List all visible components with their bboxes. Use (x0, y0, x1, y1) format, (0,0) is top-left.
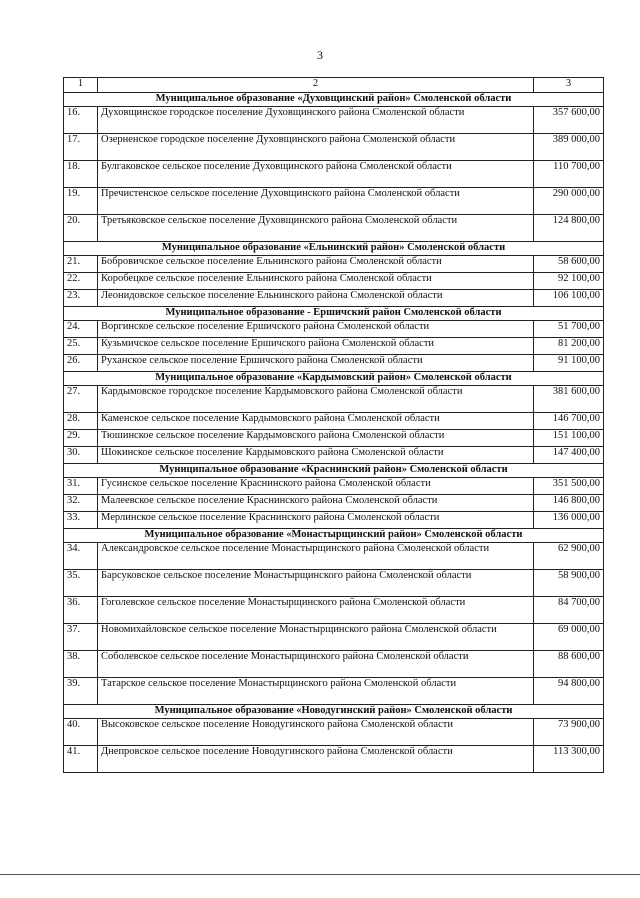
settlement-name: Булгаковское сельское поселение Духовщинского района Смоленской области (98, 161, 534, 188)
settlement-name: Тюшинское сельское поселение Кардымовского района Смоленской области (98, 430, 534, 447)
settlement-name: Барсуковское сельское поселение Монастырщинского района Смоленской области (98, 570, 534, 597)
row-number: 37. (64, 624, 98, 651)
table-row (64, 134, 604, 161)
row-number: 17. (64, 134, 98, 161)
row-number: 16. (64, 107, 98, 134)
table-row (64, 430, 604, 447)
row-number: 31. (64, 478, 98, 495)
amount: 124 800,00 (534, 215, 604, 242)
row-number: 21. (64, 256, 98, 273)
settlement-name: Леонидовское сельское поселение Ельнинского района Смоленской области (98, 290, 534, 307)
row-number: 35. (64, 570, 98, 597)
row-number: 41. (64, 746, 98, 773)
settlement-name: Соболевское сельское поселение Монастырщинского района Смоленской области (98, 651, 534, 678)
table-row (64, 746, 604, 773)
column-number-row (64, 78, 604, 93)
row-number: 36. (64, 597, 98, 624)
section-header (64, 242, 604, 256)
allocation-table (63, 77, 604, 773)
row-number: 27. (64, 386, 98, 413)
row-number: 30. (64, 447, 98, 464)
table-row (64, 719, 604, 746)
amount: 357 600,00 (534, 107, 604, 134)
amount: 351 500,00 (534, 478, 604, 495)
section-title: Муниципальное образование «Духовщинский район» Смоленской области (64, 93, 604, 107)
settlement-name: Воргинское сельское поселение Ершичского района Смоленской области (98, 321, 534, 338)
page-number: 3 (317, 48, 323, 62)
section-title: Муниципальное образование - Ершичский район Смоленской области (64, 307, 604, 321)
row-number: 38. (64, 651, 98, 678)
row-number: 28. (64, 413, 98, 430)
amount: 151 100,00 (534, 430, 604, 447)
section-header (64, 372, 604, 386)
amount: 381 600,00 (534, 386, 604, 413)
row-number: 24. (64, 321, 98, 338)
row-number: 29. (64, 430, 98, 447)
section-header (64, 307, 604, 321)
table-row (64, 570, 604, 597)
column-number-3: 3 (534, 78, 604, 93)
row-number: 22. (64, 273, 98, 290)
amount: 62 900,00 (534, 543, 604, 570)
table-row (64, 290, 604, 307)
table-row (64, 273, 604, 290)
settlement-name: Третьяковское сельское поселение Духовщинского района Смоленской области (98, 215, 534, 242)
table-row (64, 386, 604, 413)
settlement-name: Мерлинское сельское поселение Краснинского района Смоленской области (98, 512, 534, 529)
table-row (64, 678, 604, 705)
amount: 136 000,00 (534, 512, 604, 529)
amount: 146 700,00 (534, 413, 604, 430)
amount: 58 600,00 (534, 256, 604, 273)
table-row (64, 447, 604, 464)
settlement-name: Александровское сельское поселение Монастырщинского района Смоленской области (98, 543, 534, 570)
table-row (64, 215, 604, 242)
amount: 73 900,00 (534, 719, 604, 746)
section-title: Муниципальное образование «Монастырщинский район» Смоленской области (64, 529, 604, 543)
settlement-name: Руханское сельское поселение Ершичского района Смоленской области (98, 355, 534, 372)
settlement-name: Кардымовское городское поселение Кардымовского района Смоленской области (98, 386, 534, 413)
amount: 113 300,00 (534, 746, 604, 773)
settlement-name: Высоковское сельское поселение Новодугинского района Смоленской области (98, 719, 534, 746)
row-number: 33. (64, 512, 98, 529)
amount: 88 600,00 (534, 651, 604, 678)
table-row (64, 413, 604, 430)
table-row (64, 543, 604, 570)
table-row (64, 256, 604, 273)
table-row (64, 321, 604, 338)
amount: 389 000,00 (534, 134, 604, 161)
settlement-name: Шокинское сельское поселение Кардымовского района Смоленской области (98, 447, 534, 464)
table-row (64, 512, 604, 529)
table-row (64, 495, 604, 512)
amount: 91 100,00 (534, 355, 604, 372)
column-number-1: 1 (64, 78, 98, 93)
row-number: 40. (64, 719, 98, 746)
bottom-divider (0, 874, 640, 875)
section-header (64, 464, 604, 478)
section-title: Муниципальное образование «Новодугинский район» Смоленской области (64, 705, 604, 719)
row-number: 23. (64, 290, 98, 307)
amount: 92 100,00 (534, 273, 604, 290)
section-header (64, 705, 604, 719)
amount: 58 900,00 (534, 570, 604, 597)
settlement-name: Кузьмичское сельское поселение Ершичского района Смоленской области (98, 338, 534, 355)
amount: 290 000,00 (534, 188, 604, 215)
table-row (64, 651, 604, 678)
column-number-2: 2 (98, 78, 534, 93)
settlement-name: Духовщинское городское поселение Духовщинского района Смоленской области (98, 107, 534, 134)
section-title: Муниципальное образование «Краснинский район» Смоленской области (64, 464, 604, 478)
settlement-name: Днепровское сельское поселение Новодугинского района Смоленской области (98, 746, 534, 773)
settlement-name: Татарское сельское поселение Монастырщинского района Смоленской области (98, 678, 534, 705)
amount: 51 700,00 (534, 321, 604, 338)
amount: 146 800,00 (534, 495, 604, 512)
row-number: 20. (64, 215, 98, 242)
section-header (64, 529, 604, 543)
table-row (64, 355, 604, 372)
settlement-name: Пречистенское сельское поселение Духовщинского района Смоленской области (98, 188, 534, 215)
amount: 110 700,00 (534, 161, 604, 188)
settlement-name: Гоголевское сельское поселение Монастырщинского района Смоленской области (98, 597, 534, 624)
table-row (64, 161, 604, 188)
amount: 147 400,00 (534, 447, 604, 464)
settlement-name: Новомихайловское сельское поселение Монастырщинского района Смоленской области (98, 624, 534, 651)
table-row (64, 107, 604, 134)
settlement-name: Малеевское сельское поселение Краснинского района Смоленской области (98, 495, 534, 512)
section-header (64, 93, 604, 107)
row-number: 18. (64, 161, 98, 188)
amount: 69 000,00 (534, 624, 604, 651)
section-title: Муниципальное образование «Ельнинский район» Смоленской области (64, 242, 604, 256)
amount: 106 100,00 (534, 290, 604, 307)
amount: 84 700,00 (534, 597, 604, 624)
settlement-name: Коробецкое сельское поселение Ельнинского района Смоленской области (98, 273, 534, 290)
table-row (64, 597, 604, 624)
row-number: 19. (64, 188, 98, 215)
row-number: 26. (64, 355, 98, 372)
amount: 94 800,00 (534, 678, 604, 705)
table-row (64, 188, 604, 215)
settlement-name: Озерненское городское поселение Духовщинского района Смоленской области (98, 134, 534, 161)
settlement-name: Каменское сельское поселение Кардымовского района Смоленской области (98, 413, 534, 430)
settlement-name: Гусинское сельское поселение Краснинского района Смоленской области (98, 478, 534, 495)
amount: 81 200,00 (534, 338, 604, 355)
section-title: Муниципальное образование «Кардымовский район» Смоленской области (64, 372, 604, 386)
row-number: 32. (64, 495, 98, 512)
table-row (64, 624, 604, 651)
settlement-name: Бобровичское сельское поселение Ельнинского района Смоленской области (98, 256, 534, 273)
row-number: 34. (64, 543, 98, 570)
row-number: 25. (64, 338, 98, 355)
table-row (64, 478, 604, 495)
table-row (64, 338, 604, 355)
row-number: 39. (64, 678, 98, 705)
